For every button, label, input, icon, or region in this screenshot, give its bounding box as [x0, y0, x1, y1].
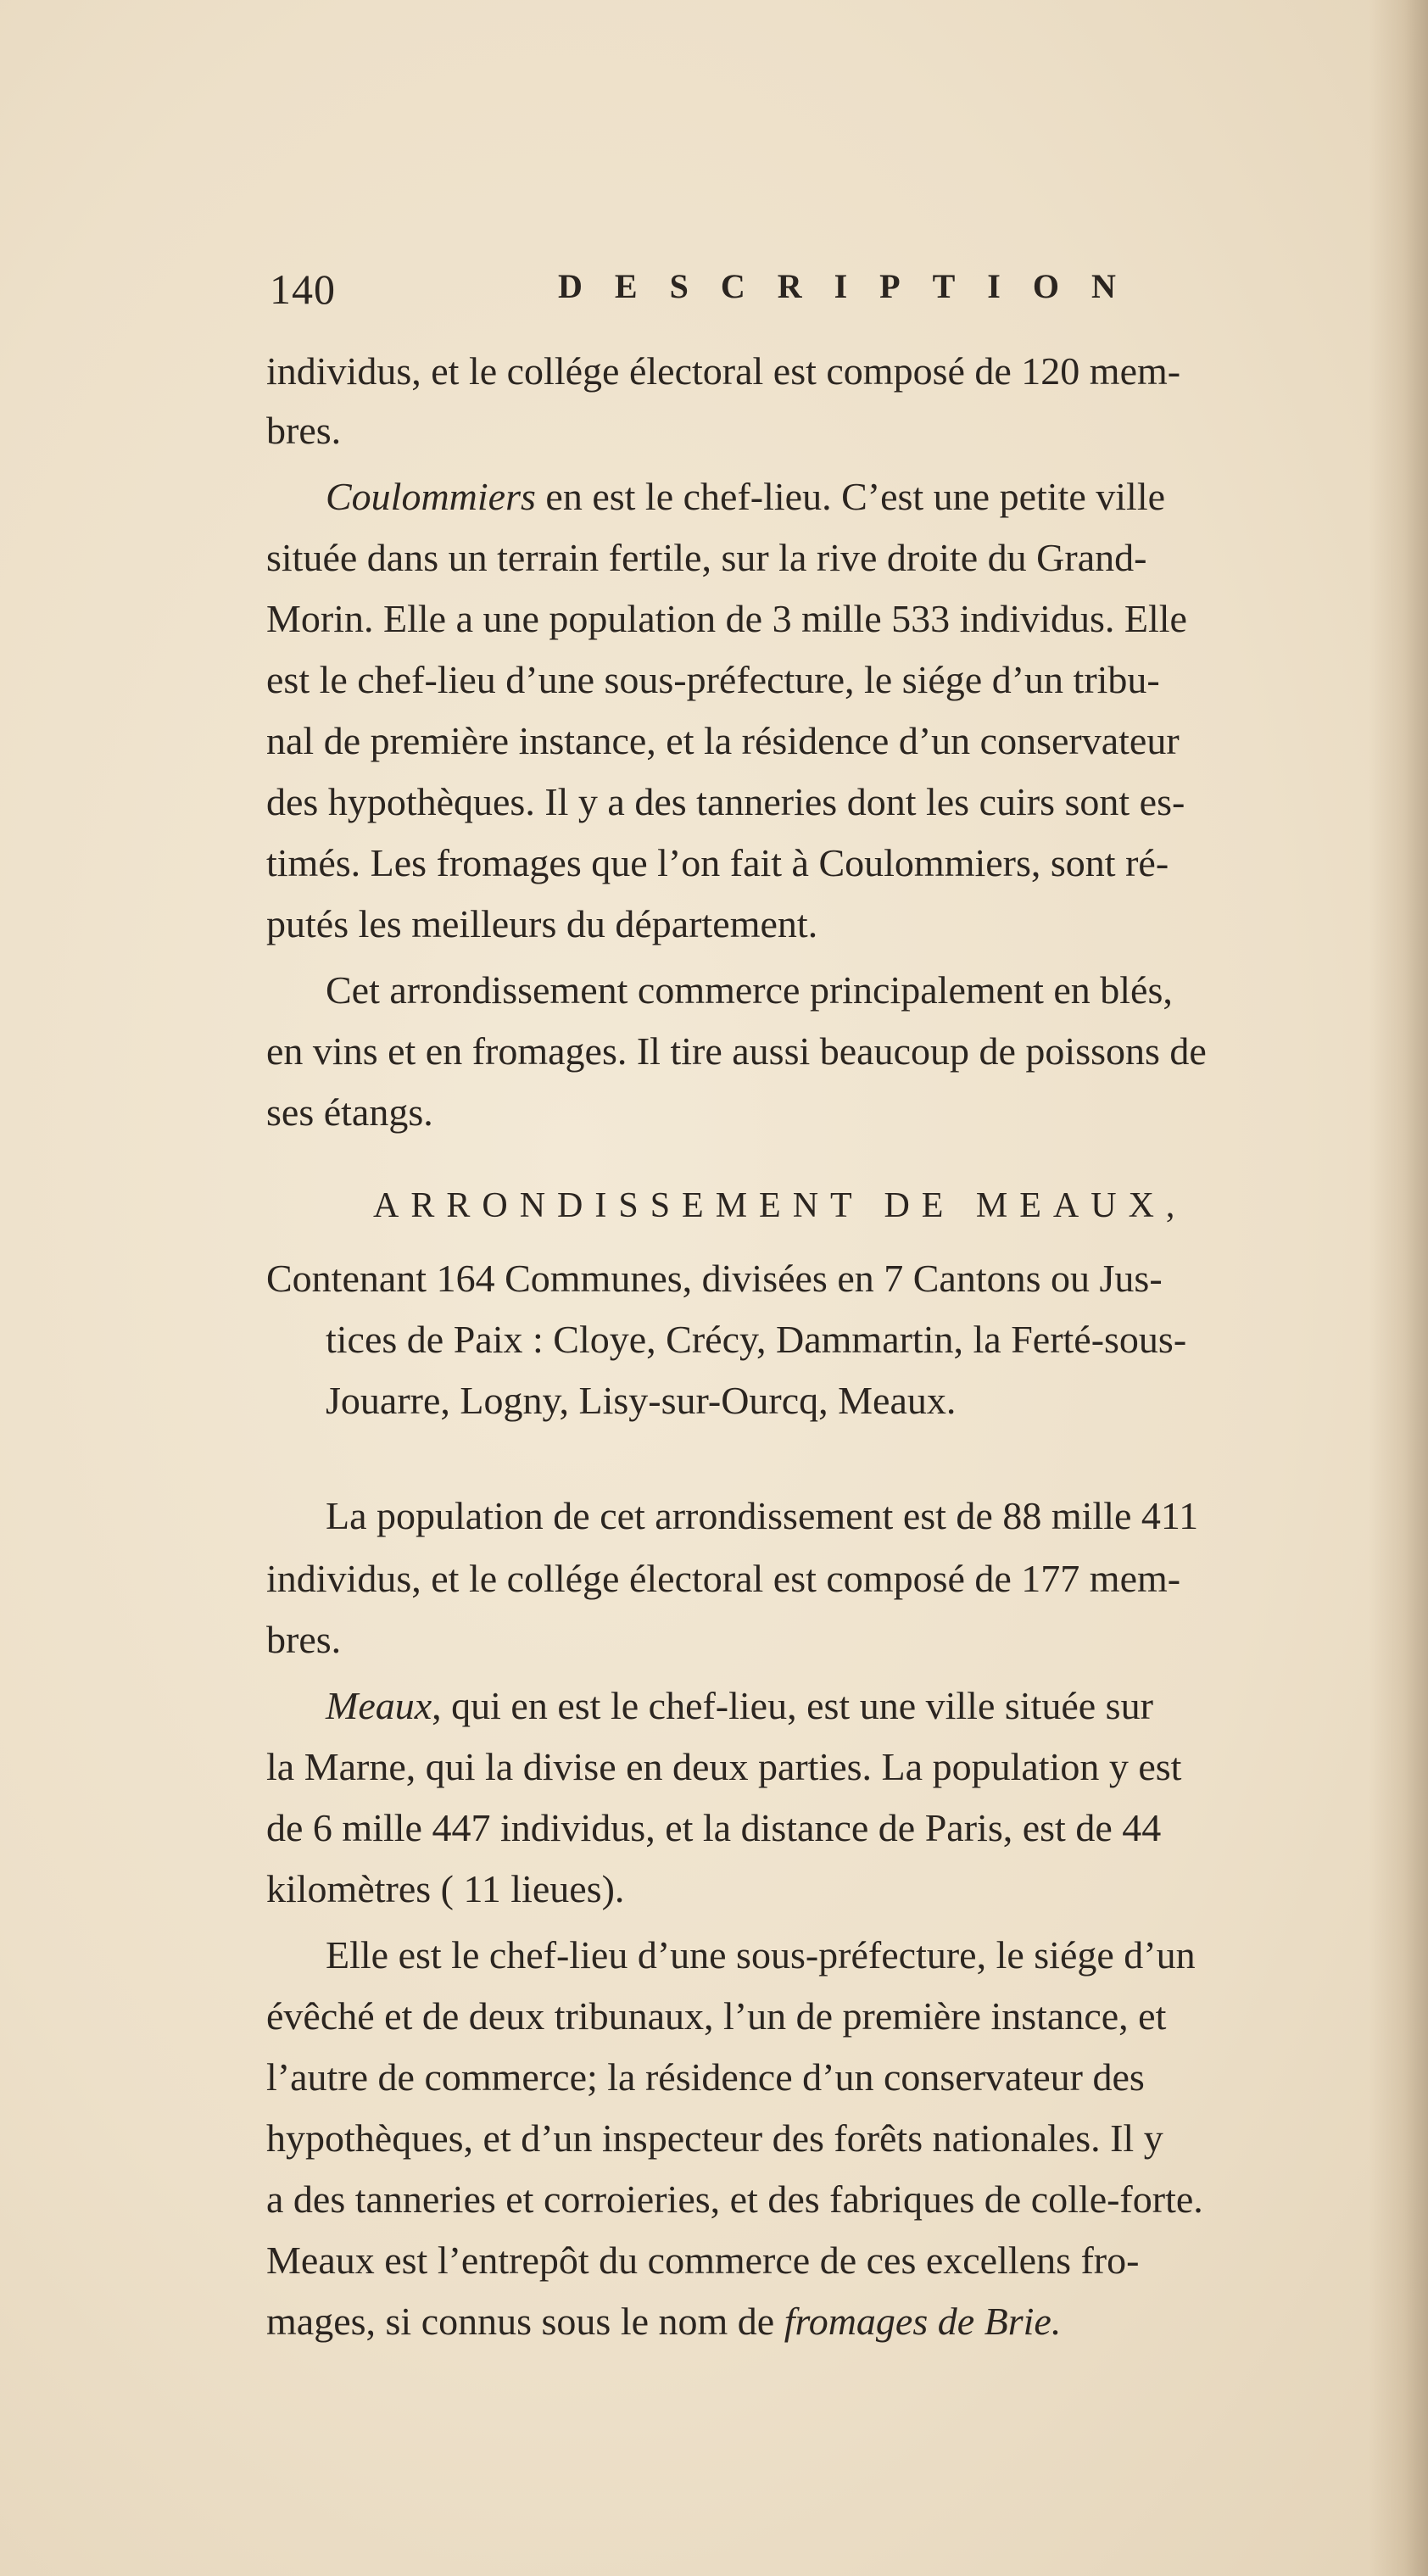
text-line: individus, et le collége électoral est composé de 177 mem-: [266, 1557, 1181, 1600]
italic-phrase: fromages de Brie.: [784, 2300, 1062, 2343]
text-fragment: mages, si connus sous le nom de: [266, 2300, 784, 2343]
text-line: est le chef-lieu d’une sous-préfecture, le siége d’un tribu-: [266, 658, 1160, 701]
text-fragment: en est le chef-lieu. C’est une petite ville: [535, 475, 1166, 518]
text-line: hypothèques, et d’un inspecteur des forêts nationales. Il y: [266, 2116, 1163, 2160]
place-name-italic: Meaux: [326, 1684, 432, 1727]
text-line: la Marne, qui la divise en deux parties. La population y est: [266, 1745, 1182, 1788]
text-line: en vins et en fromages. Il tire aussi beaucoup de poissons de: [266, 1029, 1207, 1073]
text-line: bres.: [266, 409, 342, 452]
text-line: Elle est le chef-lieu d’une sous-préfecture, le siége d’un: [326, 1933, 1196, 1977]
text-line: des hypothèques. Il y a des tanneries dont les cuirs sont es-: [266, 780, 1185, 823]
page-number: 140: [270, 265, 336, 313]
running-title: DESCRIPTION: [558, 267, 1148, 305]
text-line: La population de cet arrondissement est de 88 mille 411: [326, 1494, 1199, 1537]
running-head: [270, 265, 1428, 324]
text-line: [266, 2296, 1061, 2347]
place-name-italic: Coulommiers: [326, 475, 536, 518]
text-line: a des tanneries et corroieries, et des fabriques de colle-forte.: [266, 2177, 1203, 2221]
text-line: Contenant 164 Communes, divisées en 7 Cantons ou Jus-: [266, 1257, 1163, 1300]
text-line: de 6 mille 447 individus, et la distance de Paris, est de 44: [266, 1806, 1162, 1849]
text-line: bres.: [266, 1618, 342, 1661]
text-line: [326, 1681, 1153, 1731]
text-line: située dans un terrain fertile, sur la rive droite du Grand-: [266, 536, 1147, 579]
text-line: évêché et de deux tribunaux, l’un de première instance, et: [266, 1994, 1167, 2038]
text-line: ses étangs.: [266, 1090, 433, 1134]
text-line: tices de Paix : Cloye, Crécy, Dammartin, la Ferté-sous-: [326, 1318, 1187, 1361]
text-line: kilomètres ( 11 lieues).: [266, 1867, 625, 1910]
text-line: l’autre de commerce; la résidence d’un conservateur des: [266, 2055, 1145, 2099]
text-line: individus, et le collége électoral est composé de 120 mem-: [266, 349, 1181, 393]
text-line: Jouarre, Logny, Lisy-sur-Ourcq, Meaux.: [326, 1379, 957, 1422]
text-fragment: , qui en est le chef-lieu, est une ville située sur: [432, 1684, 1153, 1727]
text-line: [326, 471, 1165, 522]
text-line: Meaux est l’entrepôt du commerce de ces excellens fro-: [266, 2239, 1140, 2282]
text-line: nal de première instance, et la résidence d’un conservateur: [266, 719, 1180, 762]
text-line: Cet arrondissement commerce principalement en blés,: [326, 968, 1173, 1012]
text-line: Morin. Elle a une population de 3 mille 533 individus. Elle: [266, 597, 1187, 640]
text-line: putés les meilleurs du département.: [266, 902, 818, 945]
page-edge-shadow: [1369, 0, 1428, 2576]
text-line: timés. Les fromages que l’on fait à Coulommiers, sont ré-: [266, 841, 1169, 884]
section-heading: ARRONDISSEMENT DE MEAUX,: [373, 1186, 1187, 1225]
